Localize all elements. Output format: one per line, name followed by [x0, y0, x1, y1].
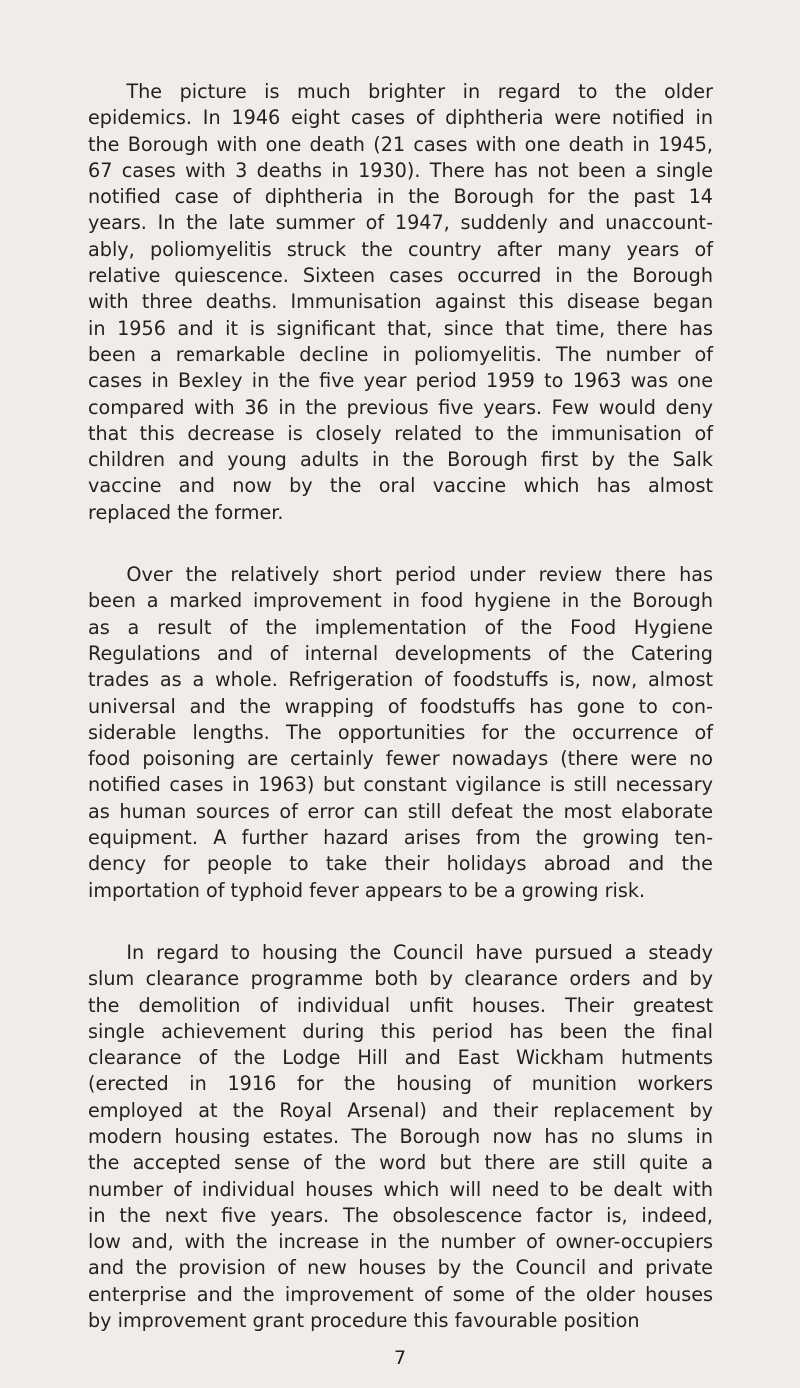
text-line: In regard to housing the Council have pursued a steady	[126, 940, 713, 964]
text-line: dency for people to take their holidays abroad and the	[88, 852, 713, 876]
text-line: notified case of diphtheria in the Borough for the past 14	[88, 185, 713, 209]
text-line: in the next five years. The obsolescence factor is, indeed,	[88, 1203, 713, 1227]
text-line: food poisoning are certainly fewer nowadays (there were no	[88, 747, 713, 771]
text-line: trades as a whole. Refrigeration of foodstuffs is, now, almost	[88, 668, 713, 692]
paragraph-2	[88, 562, 713, 904]
text-line: compared with 36 in the previous five years. Few would deny	[88, 395, 713, 419]
text-line: low and, with the increase in the number of owner-occupiers	[88, 1230, 713, 1254]
text-line: universal and the wrapping of foodstuffs has gone to con-	[88, 694, 713, 718]
paragraph-3	[88, 940, 713, 1334]
text-line: years. In the late summer of 1947, suddenly and unaccount-	[88, 211, 713, 235]
paragraph-1	[88, 79, 713, 526]
text-line: slum clearance programme both by clearance orders and by	[88, 967, 713, 991]
text-line: as a result of the implementation of the Food Hygiene	[88, 615, 713, 639]
text-line: been a marked improvement in food hygiene in the Borough	[88, 589, 713, 613]
text-line: as human sources of error can still defeat the most elaborate	[88, 799, 713, 823]
text-line: siderable lengths. The opportunities for the occurrence of	[88, 720, 713, 744]
text-line: ably, poliomyelitis struck the country after many years of	[88, 237, 713, 261]
text-line: Regulations and of internal developments of the Catering	[88, 641, 713, 665]
text-line: modern housing estates. The Borough now has no slums in	[88, 1124, 713, 1148]
text-line: in 1956 and it is significant that, since that time, there has	[88, 316, 713, 340]
text-line: number of individual houses which will need to be dealt with	[88, 1177, 713, 1201]
text-line: and the provision of new houses by the Council and private	[88, 1256, 713, 1280]
text-line: single achievement during this period has been the final	[88, 1019, 713, 1043]
text-line: 67 cases with 3 deaths in 1930). There has not been a single	[88, 158, 713, 182]
page-number: 7	[393, 1347, 407, 1369]
text-line: clearance of the Lodge Hill and East Wickham hutments	[88, 1046, 713, 1070]
document-body	[88, 79, 713, 1370]
text-line: employed at the Royal Arsenal) and their replacement by	[88, 1098, 713, 1122]
text-line: importation of typhoid fever appears to be a growing risk.	[88, 878, 646, 902]
text-line: (erected in 1916 for the housing of munition workers	[88, 1072, 713, 1096]
text-line: by improvement grant procedure this favourable position	[88, 1309, 640, 1333]
text-line: that this decrease is closely related to the immunisation of	[88, 421, 713, 445]
text-line: enterprise and the improvement of some of the older houses	[88, 1282, 713, 1306]
text-line: cases in Bexley in the five year period 1959 to 1963 was one	[88, 369, 713, 393]
text-line: epidemics. In 1946 eight cases of diphtheria were notified in	[88, 106, 713, 130]
text-line: Over the relatively short period under review there has	[126, 563, 713, 587]
text-line: the demolition of individual unfit houses. Their greatest	[88, 993, 713, 1017]
text-line: The picture is much brighter in regard to the older	[126, 80, 713, 103]
text-line: children and young adults in the Borough first by the Salk	[88, 448, 713, 472]
text-line: relative quiescence. Sixteen cases occurred in the Borough	[88, 264, 713, 288]
text-line: been a remarkable decline in poliomyelitis. The number of	[88, 342, 713, 366]
text-line: the accepted sense of the word but there are still quite a	[88, 1151, 713, 1175]
text-line: the Borough with one death (21 cases with one death in 1945,	[88, 132, 713, 156]
text-line: with three deaths. Immunisation against this disease began	[88, 290, 713, 314]
text-line: notified cases in 1963) but constant vigilance is still necessary	[88, 773, 713, 797]
text-line: replaced the former.	[88, 500, 284, 524]
text-line: vaccine and now by the oral vaccine which has almost	[88, 474, 713, 498]
text-line: equipment. A further hazard arises from the growing ten-	[88, 826, 713, 850]
